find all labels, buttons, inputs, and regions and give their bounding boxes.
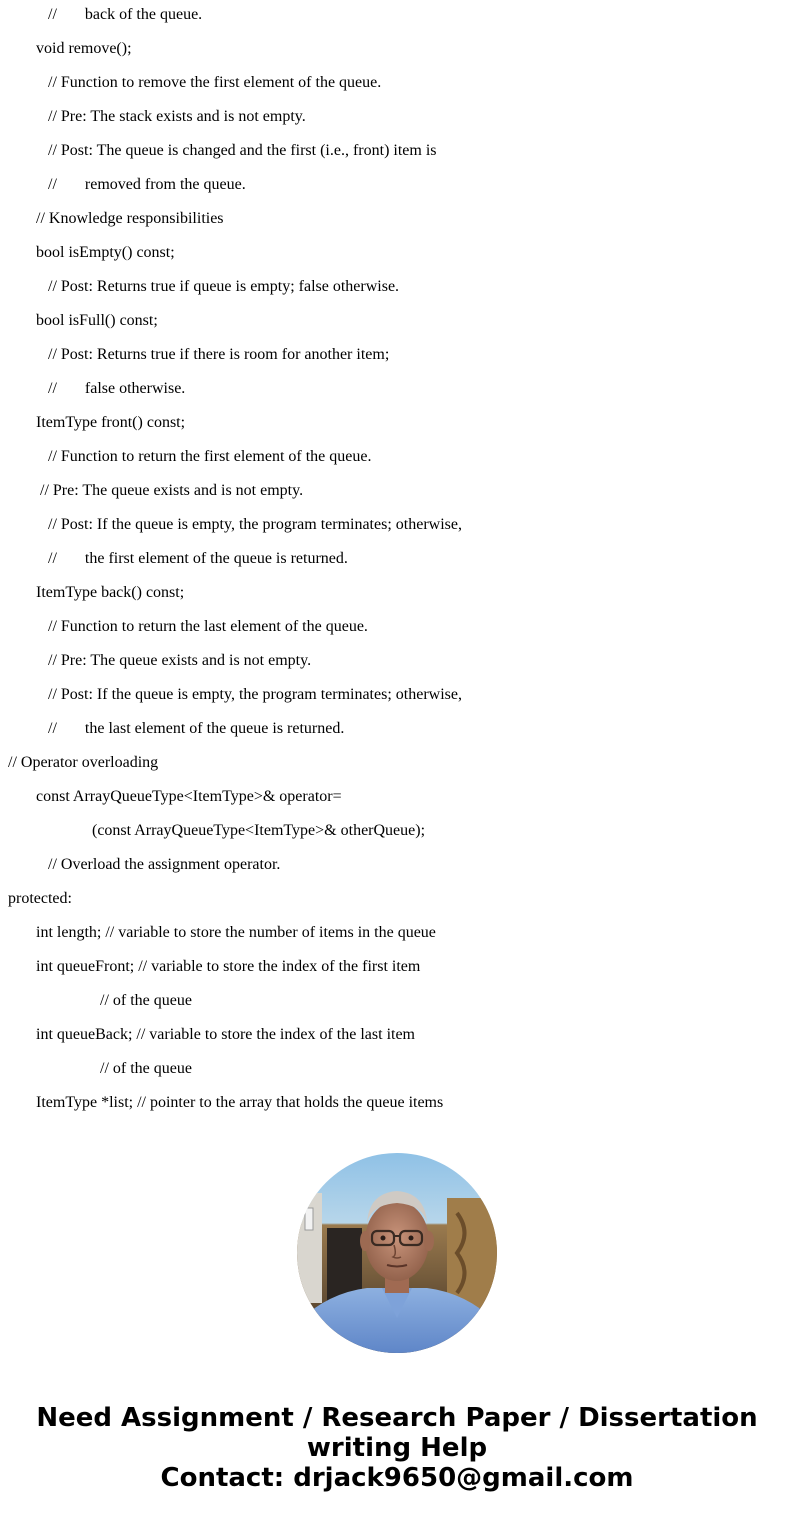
code-line: int queueBack; // variable to store the index of the last item: [36, 1026, 415, 1043]
code-line: const ArrayQueueType<ItemType>& operator=: [36, 788, 342, 805]
code-line: // Function to return the first element of the queue.: [48, 448, 372, 465]
author-avatar: [297, 1153, 497, 1353]
code-line: // of the queue: [100, 992, 192, 1009]
code-line: protected:: [8, 890, 72, 907]
code-line: // the first element of the queue is returned.: [48, 550, 348, 567]
code-line: // Post: If the queue is empty, the program terminates; otherwise,: [48, 516, 462, 533]
author-portrait: [297, 1153, 497, 1353]
code-line: ItemType *list; // pointer to the array that holds the queue items: [36, 1094, 444, 1111]
code-line: // Pre: The queue exists and is not empty.: [40, 482, 304, 499]
code-line: // of the queue: [100, 1060, 192, 1077]
code-line: // back of the queue.: [48, 6, 203, 23]
code-line: (const ArrayQueueType<ItemType>& otherQueue);: [92, 822, 426, 839]
code-line: // Post: Returns true if queue is empty; false otherwise.: [48, 278, 400, 295]
code-line: void remove();: [36, 40, 132, 57]
code-line: bool isFull() const;: [36, 312, 158, 329]
code-line: // Pre: The stack exists and is not empty.: [48, 108, 306, 125]
code-line: // Operator overloading: [8, 754, 159, 771]
code-line: // Function to return the last element of the queue.: [48, 618, 368, 635]
code-line: bool isEmpty() const;: [36, 244, 175, 261]
promo-block: [0, 1403, 794, 1493]
promo-line-1: Need Assignment / Research Paper / Dissertation: [36, 1403, 758, 1433]
code-line: // Pre: The queue exists and is not empty.: [48, 652, 312, 669]
code-line: // false otherwise.: [48, 380, 186, 397]
code-line: int queueFront; // variable to store the index of the first item: [36, 958, 421, 975]
code-line: // the last element of the queue is returned.: [48, 720, 345, 737]
code-line: // Knowledge responsibilities: [36, 210, 224, 227]
code-line: // Overload the assignment operator.: [48, 856, 281, 873]
code-line: // Post: The queue is changed and the first (i.e., front) item is: [48, 142, 437, 159]
code-line: // removed from the queue.: [48, 176, 246, 193]
promo-contact: Contact: drjack9650@gmail.com: [160, 1463, 634, 1493]
code-line: ItemType front() const;: [36, 414, 186, 431]
code-line: ItemType back() const;: [36, 584, 185, 601]
code-line: // Post: Returns true if there is room for another item;: [48, 346, 390, 363]
code-line: // Post: If the queue is empty, the program terminates; otherwise,: [48, 686, 462, 703]
code-line: int length; // variable to store the number of items in the queue: [36, 924, 436, 941]
code-line: // Function to remove the first element of the queue.: [48, 74, 382, 91]
promo-line-2: writing Help: [306, 1433, 488, 1463]
